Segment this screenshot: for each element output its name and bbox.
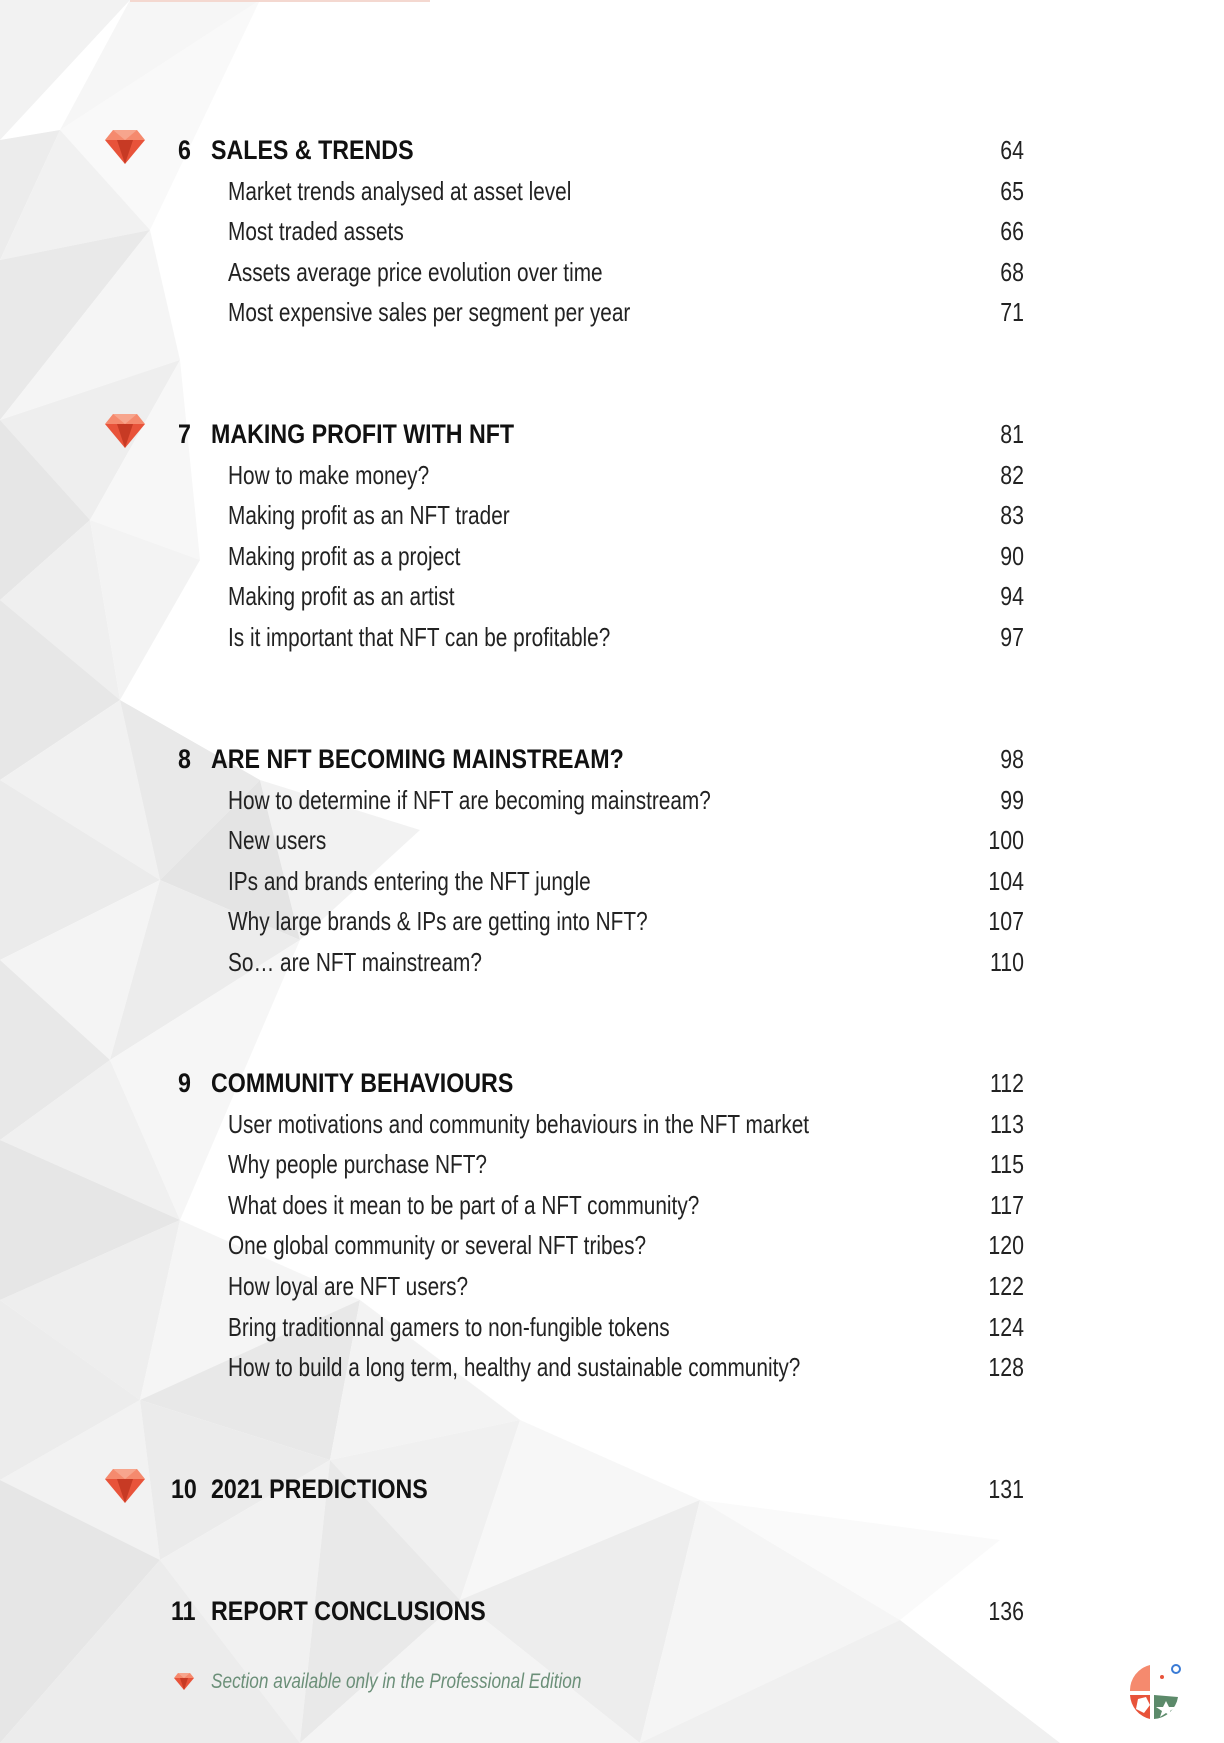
toc-subsection-row[interactable] — [0, 292, 1224, 332]
subsection-page-number: 94 — [1000, 581, 1024, 612]
subsection-title: Most expensive sales per segment per year — [228, 297, 631, 328]
subsection-page-number: 90 — [1000, 540, 1024, 571]
toc-subsection-row[interactable] — [0, 901, 1224, 941]
subsection-title: What does it mean to be part of a NFT community? — [228, 1189, 700, 1220]
toc-subsection-row[interactable] — [0, 171, 1224, 211]
subsection-title: How loyal are NFT users? — [228, 1271, 469, 1301]
subsection-page-number: 122 — [988, 1271, 1024, 1301]
section-page-number: 112 — [990, 1068, 1024, 1098]
toc-subsection-row[interactable] — [0, 942, 1224, 982]
subsection-page-number: 113 — [990, 1108, 1024, 1139]
subsection-title: Making profit as a project — [228, 540, 461, 571]
section-title: COMMUNITY BEHAVIOURS — [211, 1068, 514, 1098]
subsection-title: Is it important that NFT can be profitable? — [228, 622, 611, 652]
section-page-number: 81 — [1000, 419, 1024, 449]
subsection-title: How to make money? — [228, 459, 430, 490]
subsection-page-number: 66 — [1000, 216, 1024, 247]
footer-text: Section available only in the Professional Edition — [211, 1670, 582, 1693]
subsection-page-number: 110 — [990, 947, 1024, 977]
toc-subsection-row[interactable] — [0, 780, 1224, 820]
subsection-title: Bring traditionnal gamers to non-fungible tokens — [228, 1311, 670, 1342]
toc-subsection-row[interactable] — [0, 536, 1224, 576]
subsection-page-number: 68 — [1000, 256, 1024, 287]
subsection-page-number: 107 — [988, 906, 1024, 937]
subsection-page-number: 83 — [1000, 500, 1024, 531]
toc-subsection-row[interactable] — [0, 1266, 1224, 1306]
subsection-page-number: 115 — [990, 1149, 1024, 1180]
subsection-page-number: 97 — [1000, 622, 1024, 652]
brand-logo-icon — [1120, 1657, 1190, 1727]
section-number: 10 — [171, 1474, 197, 1504]
subsection-page-number: 65 — [1000, 175, 1024, 206]
section-page-number: 98 — [1000, 744, 1024, 774]
toc-subsection-row[interactable] — [0, 211, 1224, 251]
toc-section-row[interactable] — [0, 1591, 1224, 1631]
section-title: SALES & TRENDS — [211, 135, 414, 165]
subsection-title: So… are NFT mainstream? — [228, 947, 482, 977]
subsection-title: How to determine if NFT are becoming mainstream? — [228, 784, 711, 815]
subsection-page-number: 82 — [1000, 459, 1024, 490]
subsection-title: One global community or several NFT tribes? — [228, 1230, 647, 1261]
section-number: 9 — [178, 1068, 191, 1098]
subsection-title: Most traded assets — [228, 216, 404, 247]
subsection-page-number: 117 — [990, 1189, 1024, 1220]
toc-subsection-row[interactable] — [0, 820, 1224, 860]
subsection-page-number: 124 — [988, 1311, 1024, 1342]
section-number: 11 — [171, 1596, 196, 1626]
toc-section-row[interactable] — [0, 1063, 1224, 1103]
section-page-number: 64 — [1000, 135, 1024, 165]
section-page-number: 136 — [988, 1596, 1024, 1626]
section-number: 6 — [178, 135, 191, 165]
section-title: ARE NFT BECOMING MAINSTREAM? — [211, 744, 624, 774]
subsection-page-number: 100 — [988, 825, 1024, 856]
gem-icon — [173, 1671, 195, 1691]
toc-subsection-row[interactable] — [0, 1144, 1224, 1184]
toc-subsection-row[interactable] — [0, 1185, 1224, 1225]
subsection-title: New users — [228, 825, 327, 856]
gem-icon — [103, 1465, 147, 1505]
toc-subsection-row[interactable] — [0, 495, 1224, 535]
toc-subsection-row[interactable] — [0, 576, 1224, 616]
subsection-page-number: 104 — [988, 865, 1024, 896]
subsection-page-number: 120 — [988, 1230, 1024, 1261]
subsection-title: Why people purchase NFT? — [228, 1149, 487, 1180]
toc-section-row[interactable] — [0, 414, 1224, 454]
toc-subsection-row[interactable] — [0, 1104, 1224, 1144]
toc-subsection-row[interactable] — [0, 252, 1224, 292]
toc-subsection-row[interactable] — [0, 1307, 1224, 1347]
subsection-title: IPs and brands entering the NFT jungle — [228, 865, 591, 896]
subsection-title: Making profit as an NFT trader — [228, 500, 510, 531]
section-title: REPORT CONCLUSIONS — [211, 1596, 486, 1626]
subsection-page-number: 71 — [1000, 297, 1024, 328]
toc-subsection-row[interactable] — [0, 617, 1224, 657]
toc-section-row[interactable] — [0, 130, 1224, 170]
subsection-title: How to build a long term, healthy and sustainable community? — [228, 1352, 801, 1383]
toc-subsection-row[interactable] — [0, 1225, 1224, 1265]
section-number: 7 — [178, 419, 191, 449]
subsection-page-number: 99 — [1000, 784, 1024, 815]
section-title: MAKING PROFIT WITH NFT — [211, 419, 515, 449]
subsection-title: User motivations and community behaviours in the NFT market — [228, 1108, 810, 1139]
gem-icon — [103, 126, 147, 166]
subsection-title: Making profit as an artist — [228, 581, 455, 612]
subsection-title: Why large brands & IPs are getting into NFT? — [228, 906, 648, 937]
toc-section-row[interactable] — [0, 1469, 1224, 1509]
subsection-title: Assets average price evolution over time — [228, 256, 603, 287]
section-page-number: 131 — [988, 1474, 1024, 1504]
subsection-page-number: 128 — [988, 1352, 1024, 1383]
gem-icon — [103, 410, 147, 450]
toc-section-row[interactable] — [0, 739, 1224, 779]
toc-subsection-row[interactable] — [0, 455, 1224, 495]
section-title: 2021 PREDICTIONS — [211, 1474, 428, 1504]
section-number: 8 — [178, 744, 191, 774]
subsection-title: Market trends analysed at asset level — [228, 175, 572, 206]
toc-subsection-row[interactable] — [0, 861, 1224, 901]
toc-subsection-row[interactable] — [0, 1347, 1224, 1387]
